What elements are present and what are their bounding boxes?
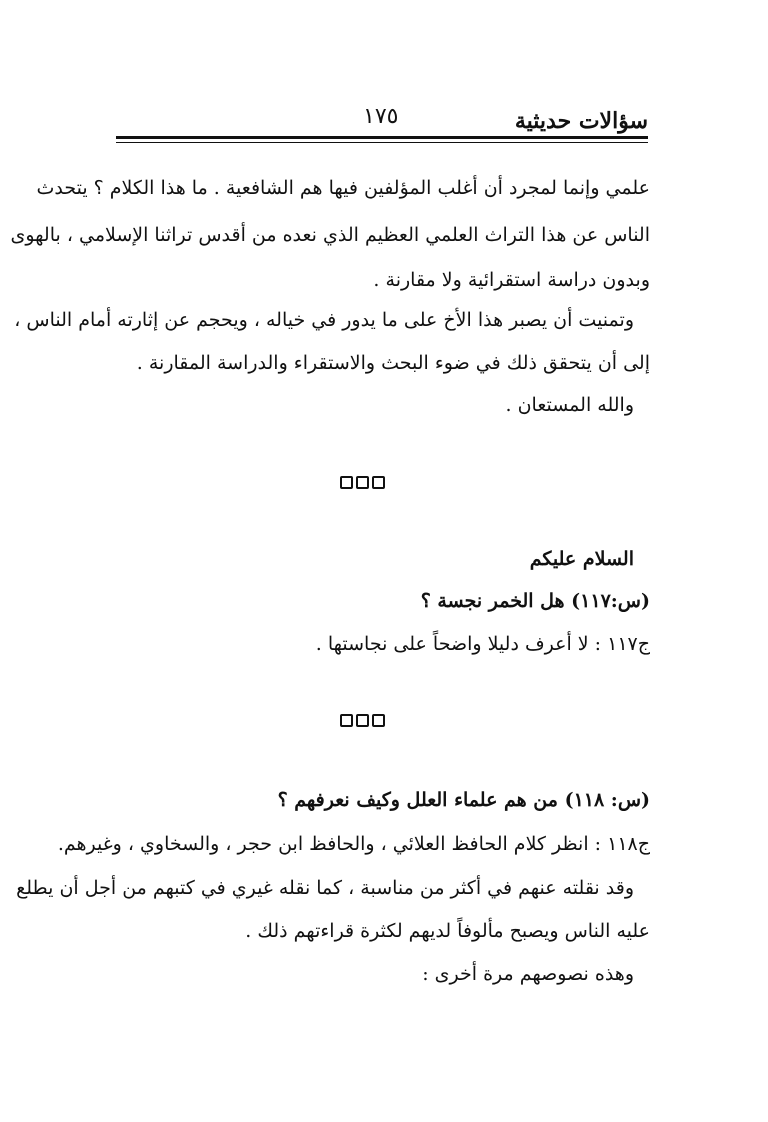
section-separator	[340, 714, 385, 727]
paragraph-line: الناس عن هذا التراث العلمي العظيم الذي نعده من أقدس تراثنا الإسلامي ، بالهوى	[10, 224, 650, 246]
answer-117: ج١١٧ : لا أعرف دليلا واضحاً على نجاستها .	[315, 633, 650, 655]
header-rule-thick	[116, 136, 648, 139]
paragraph-line: وتمنيت أن يصبر هذا الأخ على ما يدور في خياله ، ويحجم عن إثارته أمام الناس ،	[14, 309, 634, 331]
paragraph-line: وهذه نصوصهم مرة أخرى :	[422, 963, 634, 985]
separator-square-icon	[340, 476, 353, 489]
separator-square-icon	[356, 714, 369, 727]
question-118: (س: ١١٨) من هم علماء العلل وكيف نعرفهم ؟	[277, 789, 650, 811]
header-rule-thin	[116, 142, 648, 143]
answer-118: ج١١٨ : انظر كلام الحافظ العلائي ، والحافظ ابن حجر ، والسخاوي ، وغيرهم.	[57, 833, 650, 855]
closing-line: والله المستعان .	[505, 394, 634, 416]
paragraph-line: عليه الناس ويصبح مألوفاً لديهم لكثرة قراءتهم ذلك .	[245, 920, 650, 942]
section-separator	[340, 476, 385, 489]
paragraph-line: وقد نقلته عنهم في أكثر من مناسبة ، كما نقله غيري في كتبهم من أجل أن يطلع	[16, 877, 634, 899]
paragraph-line: إلى أن يتحقق ذلك في ضوء البحث والاستقراء والدراسة المقارنة .	[136, 352, 650, 374]
greeting: السلام عليكم	[529, 548, 634, 570]
separator-square-icon	[356, 476, 369, 489]
paragraph-line: علمي وإنما لمجرد أن أغلب المؤلفين فيها هم الشافعية . ما هذا الكلام ؟ يتحدث	[36, 177, 650, 199]
separator-square-icon	[340, 714, 353, 727]
paragraph-line: وبدون دراسة استقرائية ولا مقارنة .	[373, 269, 650, 291]
question-117: (س:١١٧) هل الخمر نجسة ؟	[420, 590, 650, 612]
running-header-title: سؤالات حديثية	[514, 108, 648, 134]
separator-square-icon	[372, 714, 385, 727]
page-number: ١٧٥	[363, 104, 399, 129]
separator-square-icon	[372, 476, 385, 489]
